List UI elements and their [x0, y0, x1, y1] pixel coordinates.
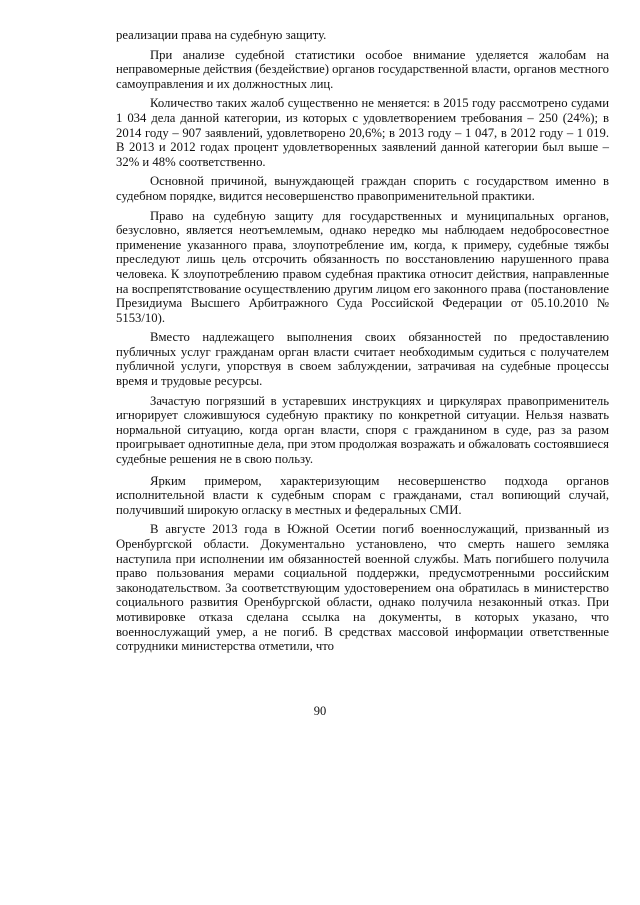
paragraph-striking-example: Ярким примером, характеризующим несовершенство подхода органов исполнительной власти к судебным спорам с гражданами, стал вопиющий случай, получивший широкую огласку в местных и федеральных СМИ.	[116, 473, 609, 517]
paragraph-august-2013-case: В августе 2013 года в Южной Осетии погиб военнослужащий, призванный из Оренбургской области. Документально установлено, что смерть нашего земляка наступила при исполнении им обязанностей военной службы. Мать погибшего получила право пользования мерами социальной поддержки, предусмотренными российским законодательством. За соответствующим удостоверением она обратилась в министерство социального развития Оренбургской области, однако получила незаконный отказ. При мотивировке отказа сделана ссылка на документы, в которых указано, что военнослужащий умер, а не погиб. В средствах массовой информации ответственные сотрудники министерства отметили, что	[116, 522, 609, 654]
paragraph-main-cause: Основной причиной, вынуждающей граждан спорить с государством именно в судебном порядке, видится несовершенство правоприменительной практики.	[116, 174, 609, 203]
paragraph-continuation: реализации права на судебную защиту.	[116, 28, 327, 42]
paragraph-statistics: Количество таких жалоб существенно не меняется: в 2015 году рассмотрено судами 1 034 дела данной категории, из которых с удовлетворением требования – 250 (24%); в 2014 году – 907 заявлений, удовлетворено 20,6%; в 2013 году – 1 047, в 2012 году – 1 019. В 2013 и 2012 годах процент удовлетворенных заявлений данной категории был выше – 32% и 48% соответственно.	[116, 96, 609, 169]
paragraph-outdated-instructions: Зачастую погрязший в устаревших инструкциях и циркулярах правоприменитель игнорирует сложившуюся судебную практику по конкретной ситуации. Нельзя назвать нормальной ситуацию, когда орган власти, споря с гражданином в суде, раз за разом проигрывает однотипные дела, при этом продолжая возражать и обжаловать состоявшиеся судебные решения не в свою пользу.	[116, 393, 609, 467]
paragraph-instead-of-duties: Вместо надлежащего выполнения своих обязанностей по предоставлению публичных услуг гражданам орган власти считает необходимым судиться с получателем публичной услуги, упорствуя в своем заблуждении, затрачивая на судебные процессы время и трудовые ресурсы.	[116, 330, 609, 389]
page-number: 90	[313, 704, 327, 718]
paragraph-right-to-judicial-protection: Право на судебную защиту для государственных и муниципальных органов, безусловно, является неотъемлемым, однако нередко мы наблюдаем недобросовестное применение указанного права, злоупотребление им, когда, к примеру, судебные тяжбы преследуют лишь цель отсрочить обязанность по восстановлению нарушенного права человека. К злоупотреблению правом судебная практика относит действия, направленные на воспрепятствование осуществлению другим лицом его законного права (постановление Президиума Высшего Арбитражного Суда Российской Федерации от 05.10.2010 № 5153/10).	[116, 208, 609, 325]
paragraph-complaints-analysis: При анализе судебной статистики особое внимание уделяется жалобам на неправомерные действия (бездействие) органов государственной власти, органов местного самоуправления и их должностных лиц.	[116, 47, 609, 91]
document-page	[116, 28, 609, 659]
